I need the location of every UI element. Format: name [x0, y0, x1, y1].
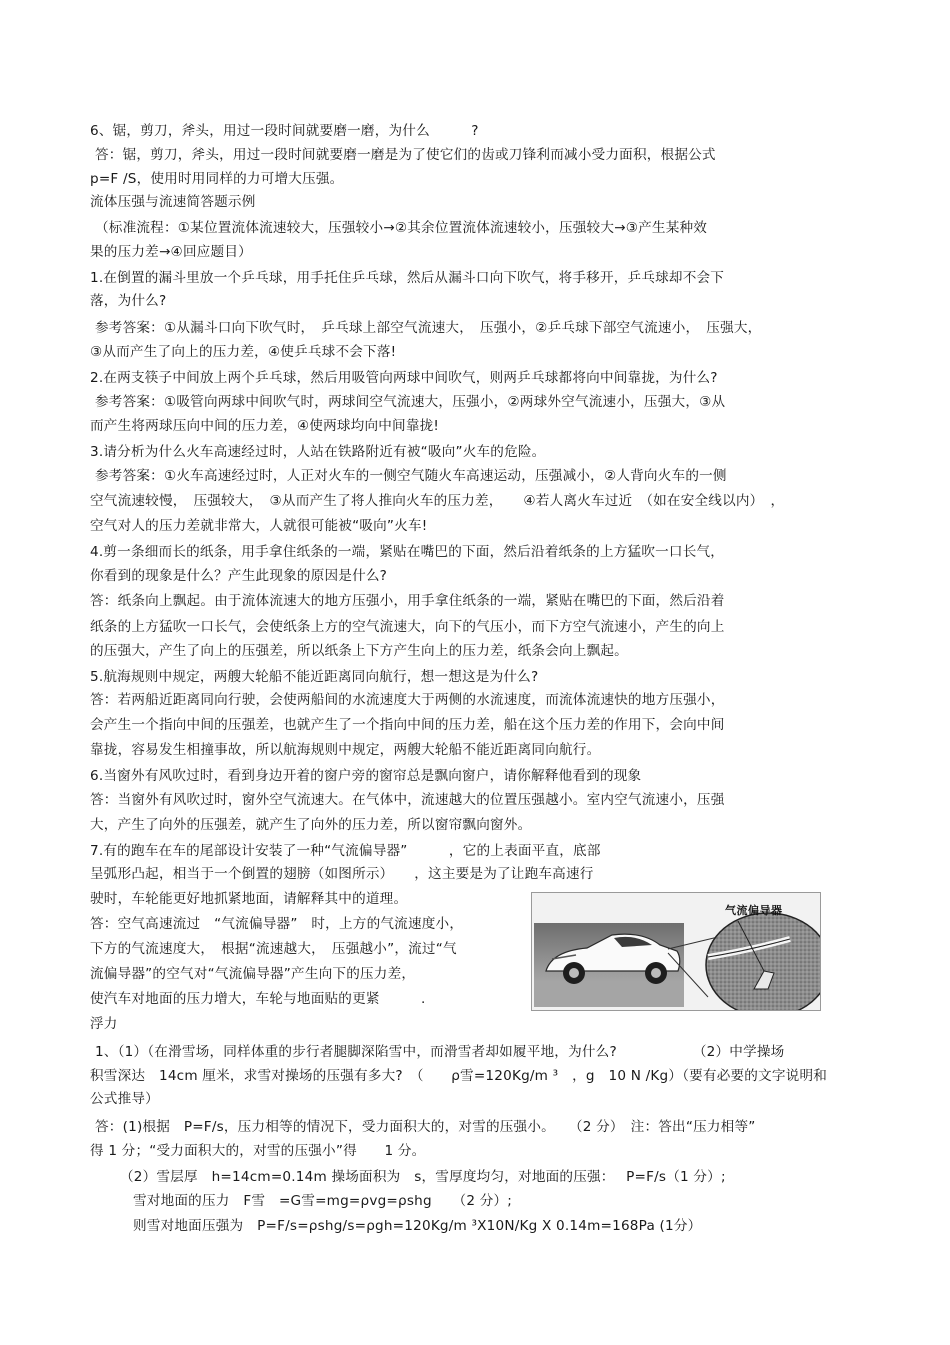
text-line: 空气对人的压力差就非常大，人就很可能被“吸向”火车!: [90, 518, 428, 534]
text-line: 流偏导器”的空气对“气流偏导器”产生向下的压力差，: [90, 966, 416, 982]
text-line: 则雪对地面压强为 P=F/s=ρshg/s=ρgh=120Kg/m ³X10N/Kg X 0.14m=168Pa (1分）: [133, 1218, 702, 1234]
text-line: 落，为什么?: [90, 293, 167, 309]
text-line: 3.请分析为什么火车高速经过时，人站在铁路附近有被“吸向”火车的危险。: [90, 444, 546, 460]
text-line: 答：锯，剪刀，斧头，用过一段时间就要磨一磨是为了使它们的齿或刀锋利而减小受力面积，根据公式: [95, 147, 716, 163]
text-line: 靠拢，容易发生相撞事故，所以航海规则中规定，两艘大轮船不能近距离同向航行。: [90, 742, 601, 758]
text-line: 1.在倒置的漏斗里放一个乒乓球，用手托住乒乓球，然后从漏斗口向下吹气，将手移开，乒乓球却不会下: [90, 270, 725, 286]
text-line: 6、锯，剪刀，斧头，用过一段时间就要磨一磨，为什么 ?: [90, 123, 479, 139]
car-spoiler-figure: [531, 892, 821, 1011]
text-line: 纸条的上方猛吹一口长气，会使纸条上方的空气流速大，向下的气压小，而下方空气流速小，产生的向上: [90, 619, 725, 635]
text-line: 公式推导）: [90, 1091, 159, 1107]
text-line: 果的压力差→④回应题目）: [90, 244, 252, 260]
text-line: 答：当窗外有风吹过时，窗外空气流速大。在气体中，流速越大的位置压强越小。室内空气流速小，压强: [90, 792, 725, 808]
text-line: 雪对地面的压力 F雪 =G雪=mg=ρvg=ρshg （2 分）;: [133, 1193, 513, 1209]
text-line: 得 1 分；“受力面积大的，对雪的压强小”得 1 分。: [90, 1143, 426, 1159]
text-line: 会产生一个指向中间的压强差，也就产生了一个指向中间的压力差，船在这个压力差的作用下，会向中间: [90, 717, 725, 733]
figure-caption: 气流偏导器: [725, 904, 783, 917]
text-line: 5.航海规则中规定，两艘大轮船不能近距离同向航行，想一想这是为什么?: [90, 669, 539, 685]
text-line: 下方的气流速度大， 根据“流速越大， 压强越小”，流过“气: [90, 941, 457, 957]
text-line: 答：若两船近距离同向行驶，会使两船间的水流速度大于两侧的水流速度，而流体流速快的地方压强小，: [90, 692, 725, 708]
text-line: 的压强大，产生了向上的压强差，所以纸条上下方产生向上的压力差，纸条会向上飘起。: [90, 643, 628, 659]
text-line: 4.剪一条细而长的纸条，用手拿住纸条的一端，紧贴在嘴巴的下面，然后沿着纸条的上方猛吹一口长气，: [90, 544, 725, 560]
text-line: 呈弧形凸起，相当于一个倒置的翅膀（如图所示） ，这主要是为了让跑车高速行: [90, 866, 594, 882]
text-line: 参考答案：①从漏斗口向下吹气时， 乒乓球上部空气流速大， 压强小，②乒乓球下部空气流速小， 压强大，: [95, 320, 762, 336]
text-line: 7.有的跑车在车的尾部设计安装了一种“气流偏导器” ，它的上表面平直，底部: [90, 843, 601, 859]
section-heading: 浮力: [90, 1016, 118, 1032]
text-line: 空气流速较慢， 压强较大， ③从而产生了将人推向火车的压力差， ④若人离火车过近 （如在安全线以内） ，: [90, 493, 785, 509]
text-line: 答：(1)根据 P=F/s，压力相等的情况下，受力面积大的，对雪的压强小。 （2 分） 注：答出“压力相等”: [95, 1119, 756, 1135]
section-heading: 流体压强与流速简答题示例: [90, 194, 256, 210]
text-line: p=F /S，使用时用同样的力可增大压强。: [90, 171, 344, 187]
text-line: （2）雪层厚 h=14cm=0.14m 操场面积为 s，雪厚度均匀，对地面的压强： P=F/s（1 分）;: [120, 1169, 726, 1185]
text-line: 参考答案：①吸管向两球中间吹气时，两球间空气流速大，压强小，②两球外空气流速小，压强大，③从: [95, 394, 726, 410]
text-line: 你看到的现象是什么？产生此现象的原因是什么?: [90, 568, 388, 584]
text-line: 答：空气高速流过 “气流偏导器” 时，上方的气流速度小，: [90, 916, 464, 932]
text-line: 1、（1）（在滑雪场，同样体重的步行者腿脚深陷雪中，而滑雪者却如履平地，为什么? （2）中学操场: [95, 1044, 785, 1060]
text-line: 大，产生了向外的压强差，就产生了向外的压力差，所以窗帘飘向窗外。: [90, 817, 532, 833]
text-line: ③从而产生了向上的压力差，④使乒乓球不会下落!: [90, 344, 397, 360]
text-line: 而产生将两球压向中间的压力差，④使两球均向中间靠拢!: [90, 418, 440, 434]
text-line: 6.当窗外有风吹过时，看到身边开着的窗户旁的窗帘总是飘向窗户，请你解释他看到的现象: [90, 768, 642, 784]
text-line: 参考答案：①火车高速经过时，人正对火车的一侧空气随火车高速运动，压强减小，②人背向火车的一侧: [95, 468, 727, 484]
text-line: 使汽车对地面的压力增大，车轮与地面贴的更紧 .: [90, 991, 426, 1007]
text-line: 驶时，车轮能更好地抓紧地面，请解释其中的道理。: [90, 891, 408, 907]
text-line: 积雪深达 14cm 厘米，求雪对操场的压强有多大? （ ρ雪=120Kg/m ³ ，g 10 N /Kg）（要有必要的文字说明和: [90, 1068, 828, 1084]
text-line: 2.在两支筷子中间放上两个乒乓球，然后用吸管向两球中间吹气，则两乒乓球都将向中间靠拢，为什么?: [90, 370, 718, 386]
text-line: （标准流程：①某位置流体流速较大，压强较小→②其余位置流体流速较小，压强较大→③产生某种效: [95, 220, 708, 236]
text-line: 答：纸条向上飘起。由于流体流速大的地方压强小，用手拿住纸条的一端，紧贴在嘴巴的下面，然后沿着: [90, 593, 725, 609]
